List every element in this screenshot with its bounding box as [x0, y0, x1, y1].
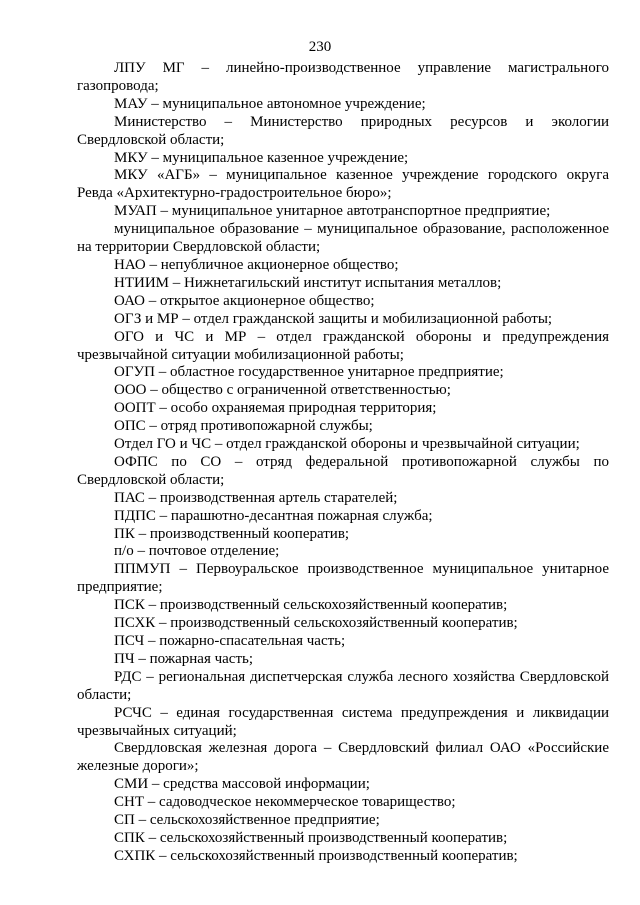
list-item: ПСК – производственный сельскохозяйственный кооператив; [114, 597, 508, 614]
list-item: Министерство – Министерство природных ресурсов и экологии Свердловской области; [77, 113, 609, 148]
list-item: ПЧ – пожарная часть; [114, 650, 254, 667]
list-item: МКУ – муниципальное казенное учреждение; [114, 149, 409, 166]
list-item: ПДПС – парашютно-десантная пожарная служба; [114, 507, 433, 524]
abbreviation-list [77, 60, 609, 866]
list-item: Свердловская железная дорога – Свердловский филиал ОАО «Российские железные дороги»; [77, 740, 609, 775]
list-item: СМИ – средства массовой информации; [114, 776, 370, 793]
list-item: МУАП – муниципальное унитарное автотранспортное предприятие; [114, 203, 551, 220]
list-item: ОГУП – областное государственное унитарное предприятие; [114, 364, 504, 381]
list-item: п/о – почтовое отделение; [114, 543, 280, 560]
list-item: ОАО – открытое акционерное общество; [114, 292, 375, 309]
list-item: ОФПС по СО – отряд федеральной противопожарной службы по Свердловской области; [77, 453, 609, 488]
list-item: СНТ – садоводческое некоммерческое товарищество; [114, 794, 456, 811]
list-item: РДС – региональная диспетчерская служба лесного хозяйства Свердловской области; [77, 668, 609, 703]
page-number: 230 [308, 39, 332, 55]
list-item: СХПК – сельскохозяйственный производственный кооператив; [114, 847, 518, 864]
list-item: муниципальное образование – муниципальное образование, расположенное на территории Свердловской области; [77, 221, 609, 256]
list-item: НАО – непубличное акционерное общество; [114, 256, 399, 273]
list-item: ЛПУ МГ – линейно-производственное управление магистрального газопровода; [77, 60, 609, 94]
list-item: МАУ – муниципальное автономное учреждение; [114, 95, 426, 112]
list-item: НТИИМ – Нижнетагильский институт испытания металлов; [114, 274, 502, 291]
list-item: ОПС – отряд противопожарной службы; [114, 418, 373, 435]
list-item: ОГЗ и МР – отдел гражданской защиты и мобилизационной работы; [114, 310, 553, 327]
list-item: Отдел ГО и ЧС – отдел гражданской обороны и чрезвычайной ситуации; [114, 436, 580, 453]
list-item: ООО – общество с ограниченной ответственностью; [114, 382, 451, 399]
list-item: МКУ «АГБ» – муниципальное казенное учреждение городского округа Ревда «Архитектурно-градостроительное бюро»; [77, 167, 609, 202]
list-item: ОГО и ЧС и МР – отдел гражданской обороны и предупреждения чрезвычайной ситуации мобилизационной работы; [77, 328, 609, 363]
list-item: ППМУП – Первоуральское производственное муниципальное унитарное предприятие; [77, 561, 609, 596]
list-item: ПАС – производственная артель старателей; [114, 489, 398, 506]
list-item: ПК – производственный кооператив; [114, 525, 350, 542]
list-item: ООПТ – особо охраняемая природная территория; [114, 400, 437, 417]
list-item: СП – сельскохозяйственное предприятие; [114, 812, 380, 829]
list-item: ПСХК – производственный сельскохозяйственный кооператив; [114, 615, 518, 632]
list-item: РСЧС – единая государственная система предупреждения и ликвидации чрезвычайных ситуаций; [77, 704, 609, 739]
list-item: ПСЧ – пожарно-спасательная часть; [114, 633, 346, 649]
list-item: СПК – сельскохозяйственный производственный кооператив; [114, 829, 508, 846]
